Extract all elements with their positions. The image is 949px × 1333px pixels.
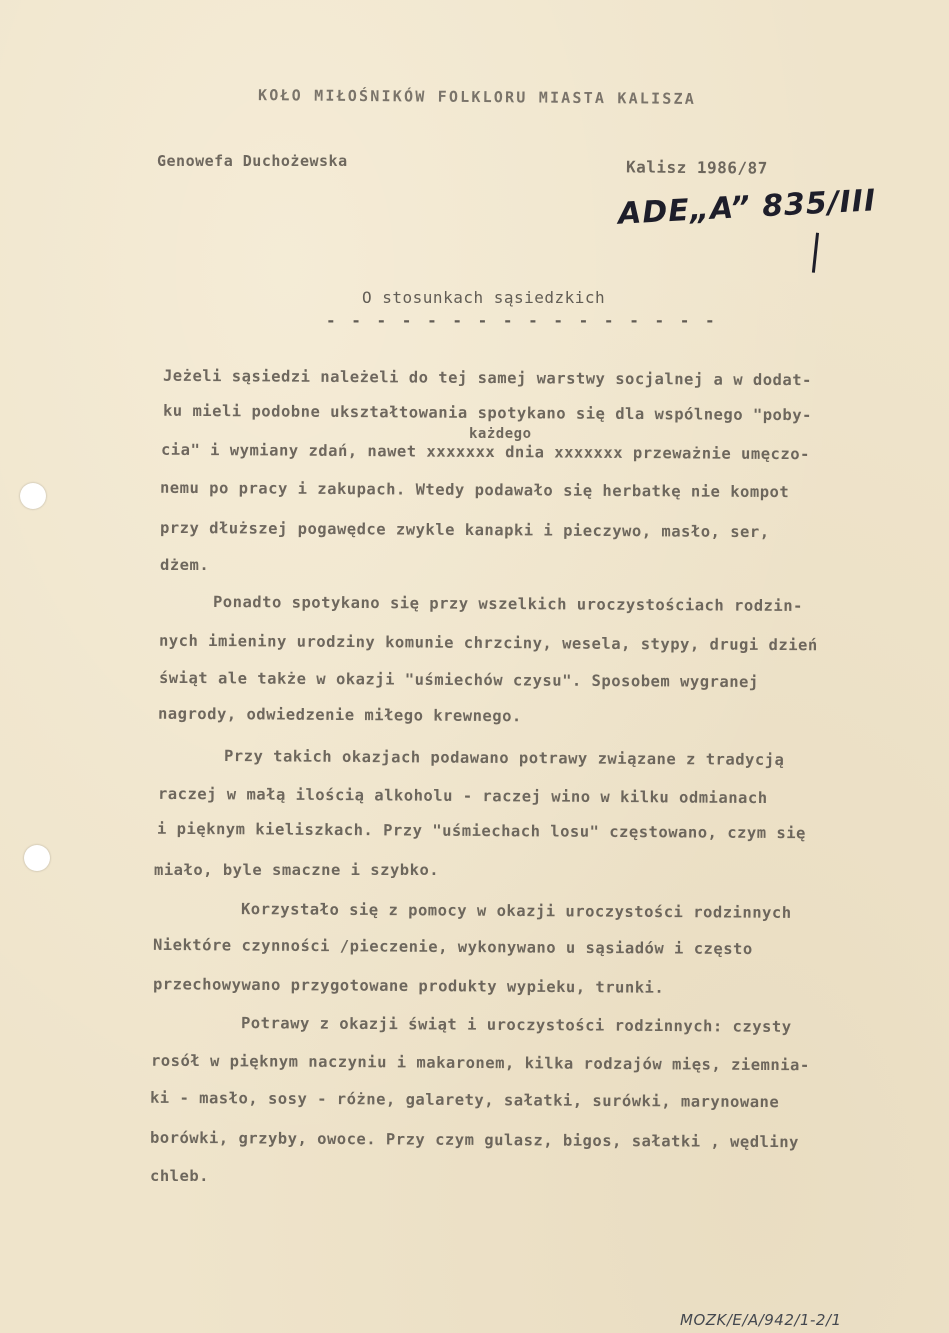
body-line: chleb. <box>150 1167 209 1185</box>
organization-header: KOŁO MIŁOŚNIKÓW FOLKLORU MIASTA KALISZA <box>257 86 697 108</box>
body-line: borówki, grzyby, owoce. Przy czym gulasz, bigos, sałatki , wędliny <box>149 1128 799 1152</box>
inserted-word: każdego <box>469 426 532 442</box>
body-line: miało, byle smaczne i szybko. <box>154 861 440 879</box>
body-line: przy dłuższej pogawędce zwykle kanapki i pieczywo, masło, ser, <box>159 518 770 542</box>
body-line: raczej w małą ilością alkoholu - raczej wino w kilku odmianach <box>157 784 768 808</box>
body-line: nemu po pracy i zakupach. Wtedy podawało się herbatkę nie kompot <box>159 478 790 502</box>
body-line: cia" i wymiany zdań, nawet xxxxxxx dnia xxxxxxx przeważnie umęczo- <box>160 440 810 464</box>
body-line: nych imieniny urodziny komunie chrzciny, wesela, stypy, drugi dzień <box>158 631 818 655</box>
body-line: Ponadto spotykano się przy wszelkich uroczystościach rodzin- <box>212 592 803 616</box>
body-line: Jeżeli sąsiedzi należeli do tej samej warstwy socjalnej a w dodat- <box>162 366 812 390</box>
body-line: nagrody, odwiedzenie miłego krewnego. <box>157 704 522 726</box>
archive-signature: ADE„A” 835/III <box>617 183 878 232</box>
body-line: ki - masło, sosy - różne, galarety, sałatki, surówki, marynowane <box>149 1088 780 1112</box>
body-line: Przy takich okazjach podawano potrawy związane z tradycją <box>223 747 785 769</box>
catalog-number: MOZK/E/A/942/1-2/1 <box>680 1311 842 1329</box>
body-line: Potrawy z okazji świąt i uroczystości rodzinnych: czysty <box>240 1014 792 1036</box>
body-line: Korzystało się z pomocy w okazji uroczystości rodzinnych <box>240 900 792 922</box>
body-line: świąt ale także w okazji "uśmiechów czysu". Sposobem wygranej <box>158 668 759 692</box>
body-line: rosół w pięknym naczyniu i makaronem, kilka rodzajów mięs, ziemnia- <box>150 1051 810 1075</box>
document-title: O stosunkach sąsiedzkich <box>362 288 606 307</box>
body-line: i pięknym kieliszkach. Przy "uśmiechach losu" częstowano, czym się <box>156 819 806 843</box>
punch-hole <box>20 483 46 509</box>
body-line: dżem. <box>160 556 210 574</box>
signature-stroke <box>798 231 819 273</box>
title-underline: - - - - - - - - - - - - - - - - <box>326 311 718 330</box>
body-line: Niektóre czynności /pieczenie, wykonywano u sąsiadów i często <box>152 935 753 959</box>
body-line: przechowywano przygotowane produkty wypieku, trunki. <box>152 975 665 997</box>
place-date: Kalisz 1986/87 <box>625 157 768 178</box>
punch-hole <box>24 845 50 871</box>
author-name: Genowefa Duchożewska <box>157 152 348 170</box>
body-line: ku mieli podobne ukształtowania spotykano się dla wspólnego "poby- <box>162 401 812 425</box>
